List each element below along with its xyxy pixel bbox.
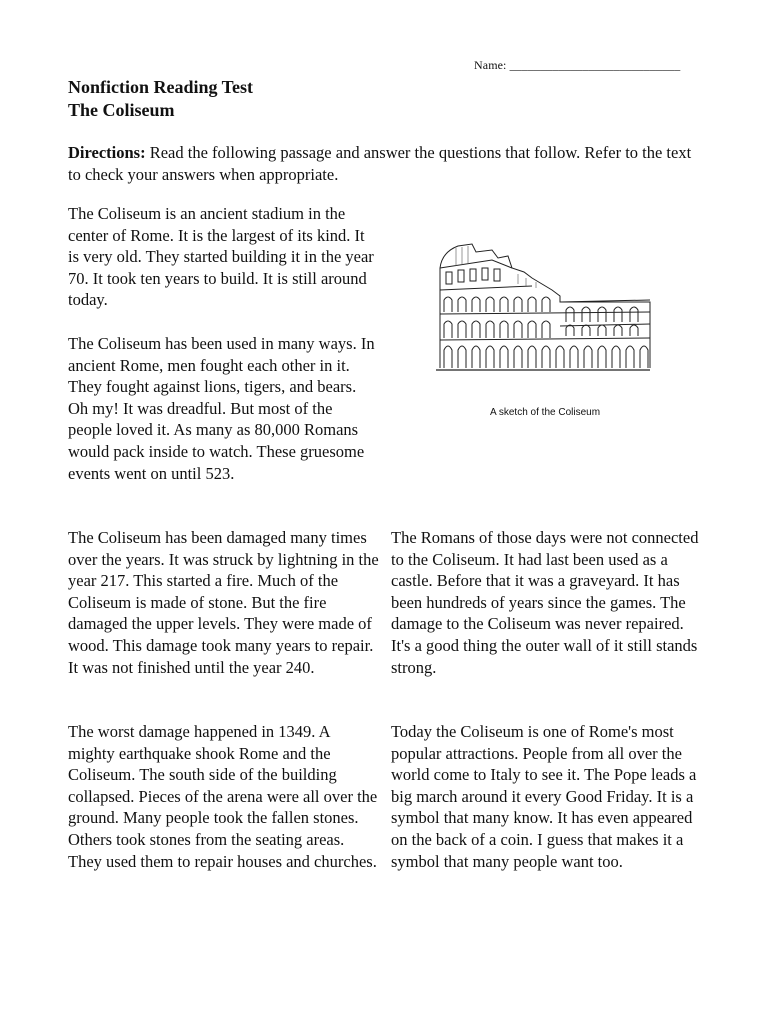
title-line-1: Nonfiction Reading Test xyxy=(68,77,254,97)
name-field-label: Name: ____________________________ xyxy=(474,58,681,72)
passage-paragraph-1: The Coliseum is an ancient stadium in the center of Rome. It is the largest of its kind. It is very old. They started building it in the year 70. It took ten years to build. It is still around today. xyxy=(68,204,374,310)
directions xyxy=(68,142,708,186)
title-line-2: The Coliseum xyxy=(68,100,175,120)
page-title xyxy=(68,76,253,122)
directions-label: Directions: xyxy=(68,143,146,162)
passage-paragraph-2: The Coliseum has been used in many ways. In ancient Rome, men fought each other in it. They fought against lions, tigers, and bears. Oh my! It was dreadful. But most of the people loved it. As many as 80,000 Romans would pack inside to watch. These gruesome events went on until 523. xyxy=(68,334,375,483)
figure-caption: A sketch of the Coliseum xyxy=(489,407,601,418)
passage-paragraph-5: The Romans of those days were not connected to the Coliseum. It had last been used as a castle. Before that it was a graveyard. It has been hundreds of years since the games. The damage to the Coliseum was never repaired. It's a good thing the outer wall of it still stands strong. xyxy=(391,528,699,677)
passage-paragraph-4: The worst damage happened in 1349. A mighty earthquake shook Rome and the Coliseum. The south side of the building collapsed. Pieces of the arena were all over the ground. Many people took the fallen stones. Others took stones from the seating areas. They used them to repair houses and churches. xyxy=(68,722,378,871)
coliseum-sketch-icon xyxy=(432,238,654,378)
directions-text: Read the following passage and answer the questions that follow. Refer to the text to check your answers when appropriate. xyxy=(68,143,692,184)
passage-paragraph-3: The Coliseum has been damaged many times over the years. It was struck by lightning in the year 217. This started a fire. Much of the Coliseum is made of stone. But the fire damaged the upper levels. They were made of wood. This damage took many years to repair. It was not finished until the year 240. xyxy=(68,528,379,677)
passage-paragraph-6: Today the Coliseum is one of Rome's most popular attractions. People from all over the world come to Italy to see it. The Pope leads a big march around it every Good Friday. It is a symbol that many know. It has even appeared on the back of a coin. I guess that makes it a symbol that many people want too. xyxy=(391,722,697,871)
